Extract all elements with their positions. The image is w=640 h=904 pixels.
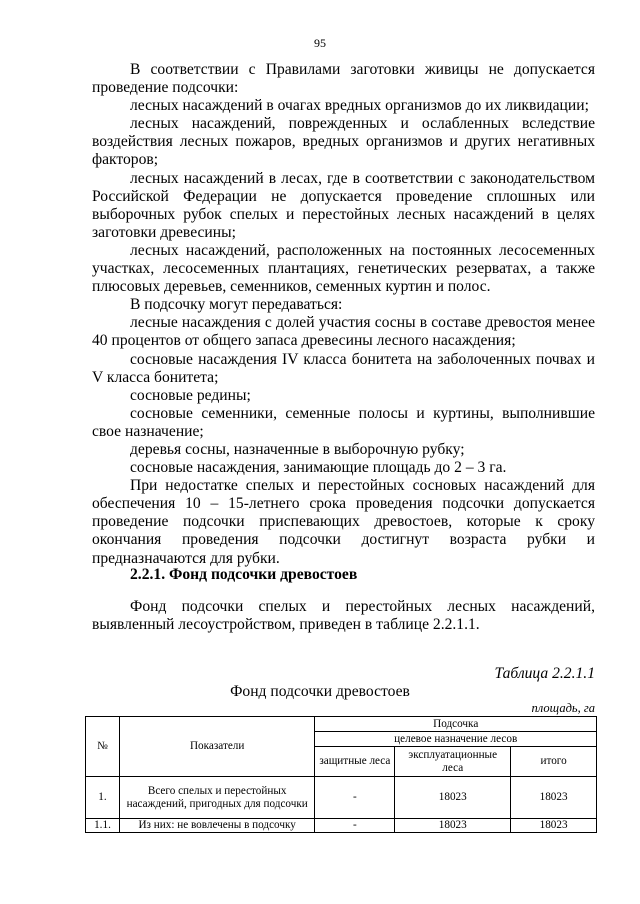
table-row [86, 819, 597, 833]
body-text [92, 61, 595, 568]
paragraph: Фонд подсочки спелых и перестойных лесных насаждений, выявленный лесоустройством, приведен в таблице 2.2.1.1. [92, 598, 595, 634]
area-unit: площадь, га [531, 701, 595, 715]
cell-protective: - [315, 819, 395, 833]
header-group: Подсочка [315, 717, 597, 732]
header-indicators: Показатели [119, 717, 314, 777]
table-label: Таблица 2.2.1.1 [494, 665, 595, 682]
header-exploitation: эксплуатационные леса [395, 747, 511, 777]
page-number: 95 [314, 36, 326, 50]
cell-no: 1. [86, 777, 120, 819]
list-item: сосновые насаждения IV класса бонитета на заболоченных почвах и V класса бонитета; [92, 350, 595, 386]
cell-no: 1.1. [86, 819, 120, 833]
section-heading: 2.2.1. Фонд подсочки древостоев [130, 566, 358, 583]
list-item: лесных насаждений в очагах вредных организмов до их ликвидации; [130, 97, 589, 115]
table-title: Фонд подсочки древостоев [230, 683, 410, 700]
cell-indicator: Всего спелых и перестойных насаждений, пригодных для подсочки [119, 777, 314, 819]
paragraph: В подсочку могут передаваться: [130, 296, 343, 314]
paragraph: В соответствии с Правилами заготовки живицы не допускается проведение подсочки: [92, 61, 595, 97]
list-item: сосновые семенники, семенные полосы и куртины, выполнившие свое назначение; [92, 404, 595, 440]
header-subgroup: целевое назначение лесов [315, 732, 597, 747]
header-no: № [86, 717, 120, 777]
paragraph: При недостатке спелых и перестойных сосновых насаждений для обеспечения 10 – 15-летнего срока проведения подсочки допускается проведение подсочки приспевающих древостоев, которые к сроку окончания проведения подсочки достигнут возраста рубки и предназначаются для рубки. [92, 477, 595, 567]
list-item: сосновые насаждения, занимающие площадь до 2 – 3 га. [130, 459, 507, 477]
cell-indicator: Из них: не вовлечены в подсочку [119, 819, 314, 833]
list-item: деревья сосны, назначенные в выборочную рубку; [130, 440, 465, 458]
list-item: лесных насаждений, расположенных на постоянных лесосеменных участках, лесосеменных плантациях, генетических резерватах, а также плюсовых деревьев, семенников, семенных куртин и полос. [92, 241, 595, 296]
cell-total: 18023 [511, 819, 597, 833]
header-protective: защитные леса [315, 747, 395, 777]
cell-exploitation: 18023 [395, 819, 511, 833]
fund-table [85, 716, 597, 833]
list-item: сосновые редины; [130, 386, 251, 404]
list-item: лесные насаждения с долей участия сосны в составе древостоя менее 40 процентов от общего запаса древесины лесного насаждения; [92, 314, 595, 350]
list-item: лесных насаждений, поврежденных и ослабленных вследствие воздействия лесных пожаров, вредных организмов и других негативных факторов; [92, 115, 595, 169]
section-body [92, 598, 595, 634]
cell-exploitation: 18023 [395, 777, 511, 819]
header-total: итого [511, 747, 597, 777]
cell-total: 18023 [511, 777, 597, 819]
table-row [86, 777, 597, 819]
cell-protective: - [315, 777, 395, 819]
list-item: лесных насаждений в лесах, где в соответствии с законодательством Российской Федерации не допускается проведение сплошных или выборочных рубок спелых и перестойных лесных насаждений в целях заготовки древесины; [92, 169, 595, 241]
